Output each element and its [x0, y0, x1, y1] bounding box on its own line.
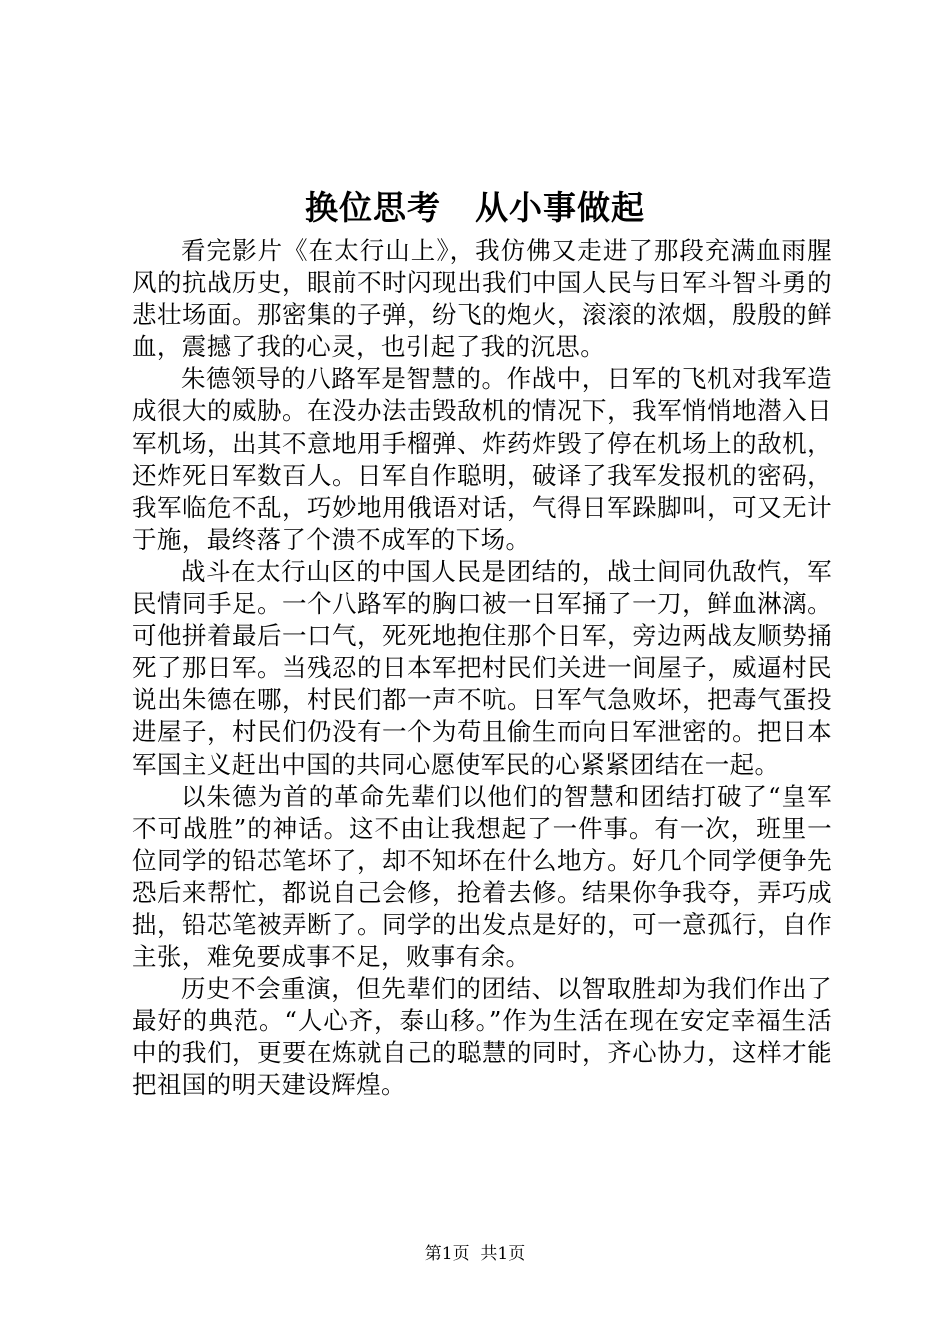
- paragraph-4: 以朱德为首的革命先辈们以他们的智慧和团结打破了“皇军不可战胜”的神话。这不由让我想起了一件事。有一次，班里一位同学的铅芯笔坏了，却不知坏在什么地方。好几个同学便争先恐后来帮忙，都说自己会修，抢着去修。结果你争我夺，弄巧成拙，铅芯笔被弄断了。同学的出发点是好的，可一意孤行，自作主张，难免要成事不足，败事有余。: [132, 781, 832, 972]
- paragraph-3: 战斗在太行山区的中国人民是团结的，战士间同仇敌忾，军民情同手足。一个八路军的胸口被一日军捅了一刀，鲜血淋漓。可他拼着最后一口气，死死地抱住那个日军，旁边两战友顺势捅死了那日军。当残忍的日本军把村民们关进一间屋子，威逼村民说出朱德在哪，村民们都一声不吭。日军气急败坏，把毒气蛋投进屋子，村民们仍没有一个为苟且偷生而向日军泄密的。把日本军国主义赶出中国的共同心愿使军民的心紧紧团结在一起。: [132, 556, 832, 779]
- document-body: [132, 235, 832, 1102]
- document-title: 换位思考 从小事做起: [305, 188, 645, 227]
- paragraph-5: 历史不会重演，但先辈们的团结、以智取胜却为我们作出了最好的典范。“人心齐，泰山移。”作为生活在现在安定幸福生活中的我们，更要在炼就自己的聪慧的同时，齐心协力，这样才能把祖国的明天建设辉煌。: [132, 974, 832, 1100]
- paragraph-2: 朱德领导的八路军是智慧的。作战中，日军的飞机对我军造成很大的威胁。在没办法击毁敌机的情况下，我军悄悄地潜入日军机场，出其不意地用手榴弹、炸药炸毁了停在机场上的敌机，还炸死日军数百人。日军自作聪明，破译了我军发报机的密码，我军临危不乱，巧妙地用俄语对话，气得日军跺脚叫，可又无计于施，最终落了个溃不成军的下场。: [132, 364, 832, 554]
- page-number-footer: 第1页 共1页: [424, 1244, 526, 1264]
- paragraph-1: 看完影片《在太行山上》，我仿佛又走进了那段充满血雨腥风的抗战历史，眼前不时闪现出我们中国人民与日军斗智斗勇的悲壮场面。那密集的子弹，纷飞的炮火，滚滚的浓烟，殷殷的鲜血，震撼了我的心灵，也引起了我的沉思。: [132, 236, 832, 362]
